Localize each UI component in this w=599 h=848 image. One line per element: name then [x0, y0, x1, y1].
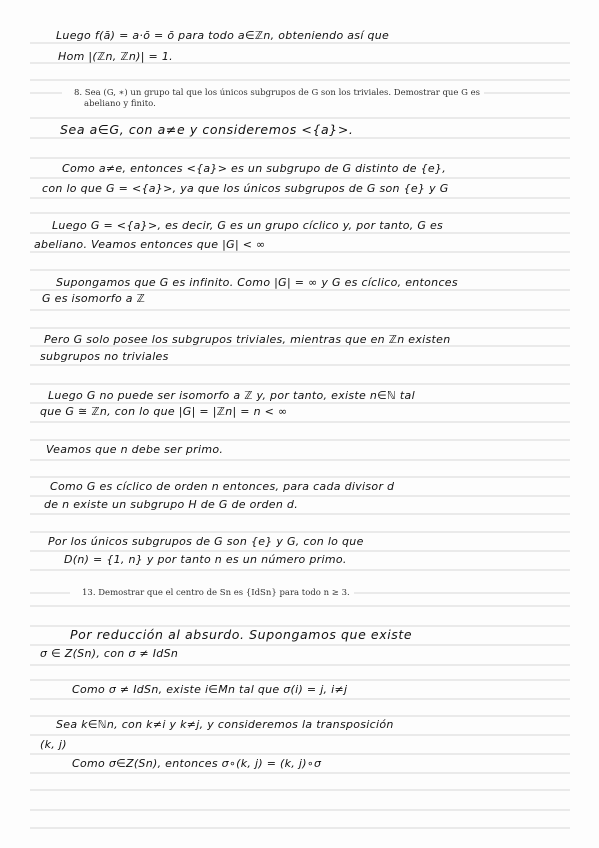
handwritten-line: Por reducción al absurdo. Supongamos que existe	[70, 627, 413, 642]
handwritten-line: D(n) = {1, n} y por tanto n es un número primo.	[64, 553, 347, 566]
handwritten-line: con lo que G = <{a}>, ya que los únicos subgrupos de G son {e} y G	[42, 182, 449, 195]
handwritten-line: Hom |(ℤn, ℤn)| = 1.	[58, 50, 173, 63]
handwritten-line: Supongamos que G es infinito. Como |G| = ∞ y G es cíclico, entonces	[56, 276, 458, 289]
handwritten-line: Veamos que n debe ser primo.	[46, 443, 224, 456]
handwritten-line: de n existe un subgrupo H de G de orden d.	[44, 498, 298, 511]
exercise-13-statement: 13. Demostrar que el centro de Sn es {IdSn} para todo n ≥ 3.	[78, 588, 354, 599]
handwritten-line: Como G es cíclico de orden n entonces, para cada divisor d	[50, 480, 395, 493]
handwritten-line: G es isomorfo a ℤ	[42, 292, 146, 305]
exercise-8-line-2: abeliano y finito.	[80, 99, 160, 110]
handwritten-line: Pero G solo posee los subgrupos triviales, mientras que en ℤn existen	[44, 333, 451, 346]
exercise-8-line-1: 8. Sea (G, ∗) un grupo tal que los únicos subgrupos de G son los triviales. Demostrar que G es	[70, 88, 484, 99]
handwritten-line: Como σ∈Z(Sn), entonces σ∘(k, j) = (k, j)∘σ	[72, 757, 322, 770]
handwritten-line: (k, j)	[40, 738, 67, 751]
handwritten-line: abeliano. Veamos entonces que |G| < ∞	[34, 238, 266, 251]
handwritten-line: Como σ ≠ IdSn, existe i∈Mn tal que σ(i) = j, i≠j	[72, 683, 348, 696]
handwritten-line: que G ≅ ℤn, con lo que |G| = |ℤn| = n < ∞	[40, 405, 288, 418]
handwritten-line: σ ∈ Z(Sn), con σ ≠ IdSn	[40, 647, 179, 660]
handwritten-line: Por los únicos subgrupos de G son {e} y G, con lo que	[48, 535, 364, 548]
handwritten-line: Luego G = <{a}>, es decir, G es un grupo cíclico y, por tanto, G es	[52, 219, 444, 232]
handwritten-line: Sea k∈ℕn, con k≠i y k≠j, y consideremos la transposición	[56, 718, 394, 731]
handwritten-line: Luego G no puede ser isomorfo a ℤ y, por tanto, existe n∈ℕ tal	[48, 389, 415, 402]
handwritten-line: Como a≠e, entonces <{a}> es un subgrupo de G distinto de {e},	[62, 162, 447, 175]
handwritten-line: Luego f(ā) = a·ō = ō para todo a∈ℤn, obteniendo así que	[56, 29, 390, 42]
handwritten-line: subgrupos no triviales	[40, 350, 169, 363]
handwritten-line: Sea a∈G, con a≠e y consideremos <{a}>.	[60, 122, 354, 137]
